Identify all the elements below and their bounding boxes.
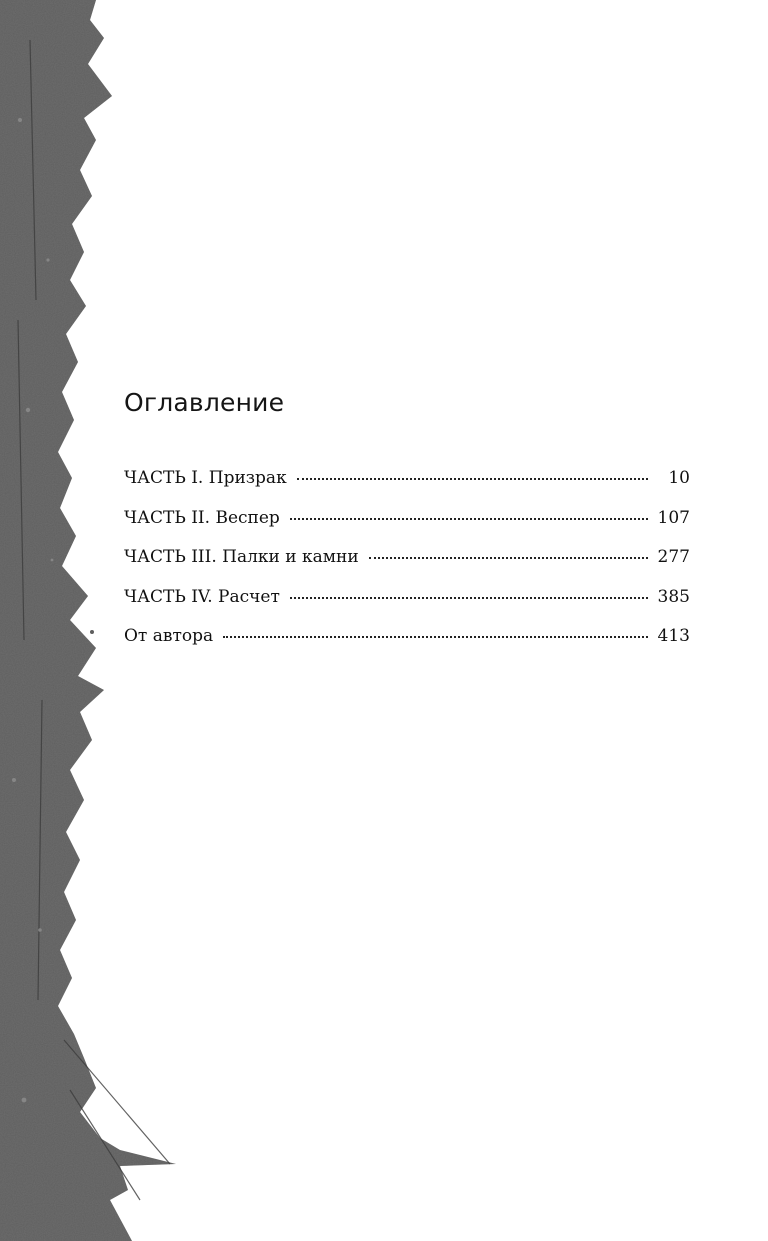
stray-speck xyxy=(90,630,94,634)
toc-entry-part-2[interactable] xyxy=(124,501,690,541)
dot-leader xyxy=(290,518,648,520)
dot-leader xyxy=(369,557,648,559)
toc-entry-part-1[interactable] xyxy=(124,461,690,501)
toc-entry-label: ЧАСТЬ II. Веспер xyxy=(124,507,280,528)
toc-entry-label: ЧАСТЬ I. Призрак xyxy=(124,468,287,488)
toc-title: Оглавление xyxy=(124,388,285,417)
toc-entry-part-4[interactable] xyxy=(124,580,690,620)
toc-list xyxy=(124,461,690,659)
toc-entry-page: 10 xyxy=(668,468,690,488)
toc-entry-page: 107 xyxy=(657,507,690,528)
toc-entry-page: 413 xyxy=(657,626,690,646)
toc-entry-label: ЧАСТЬ IV. Расчет xyxy=(124,586,280,607)
dot-leader xyxy=(290,597,648,599)
toc-entry-author-note[interactable] xyxy=(124,619,690,659)
toc-entry-label: ЧАСТЬ III. Палки и камни xyxy=(124,547,359,567)
dot-leader xyxy=(297,478,648,480)
dot-leader xyxy=(223,636,648,638)
toc-entry-part-3[interactable] xyxy=(124,540,690,580)
toc-entry-label: От автора xyxy=(124,626,214,646)
toc-entry-page: 277 xyxy=(657,547,690,567)
toc-entry-page: 385 xyxy=(657,586,690,607)
